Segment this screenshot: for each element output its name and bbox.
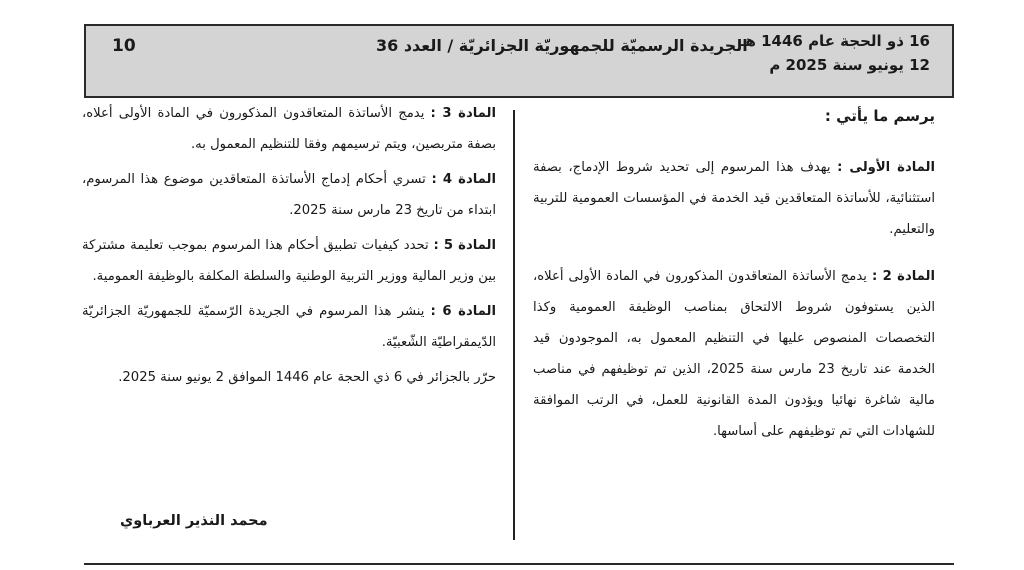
article-6-text: ينشر هذا المرسوم في الجريدة الرّسميّة للجمهوريّة الجزائريّة الدّيمقراطيّة الشّعبيّة. [82,304,496,350]
article-4 [82,164,496,226]
article-5-label: المادة 5 : [433,238,496,253]
signing-statement: حرّر بالجزائر في 6 ذي الحجة عام 1446 الموافق 2 يونيو سنة 2025. [118,370,496,385]
page-header [84,24,954,98]
left-column [82,98,496,397]
page-number: 10 [112,36,136,56]
article-6 [82,296,496,358]
article-1 [533,152,935,245]
article-2-text: يدمج الأساتذة المتعاقدون المذكورون في المادة الأولى أعلاه، الذين يستوفون شروط الالتحاق بمناصب الوظيفة العمومية وكذا التخصصات المنصوص عليها في التنظيم المعمول به، الموجودون قيد الخدمة عند تاريخ 23 مارس سنة 2025، الذين تم توظيفهم في مناصب مالية شاغرة نهائيا ويؤدون المدة القانونية للعمل، في الرتب الموافقة للشهادات التي تم توظيفهم على أساسها. [533,269,935,439]
article-1-label: المادة الأولى : [837,160,935,175]
gazette-title: الجريدة الرسميّة للجمهوريّة الجزائريّة / العدد 36 [376,36,748,55]
signatory-name: محمد النذير العرباوي [120,513,268,529]
article-4-label: المادة 4 : [431,172,496,187]
column-divider [513,110,515,540]
article-2 [533,261,935,447]
article-5 [82,230,496,292]
article-3 [82,98,496,160]
article-6-label: المادة 6 : [430,304,496,319]
bottom-rule [84,563,954,565]
decree-intro: يرسم ما يأتي : [824,107,935,125]
article-3-label: المادة 3 : [430,106,496,121]
article-5-text: تحدد كيفيات تطبيق أحكام هذا المرسوم بموجب تعليمة مشتركة بين وزير المالية ووزير التربية الوطنية والسلطة المكلفة بالوظيفة العمومية. [82,238,496,284]
article-3-text: يدمج الأساتذة المتعاقدون المذكورون في المادة الأولى أعلاه، بصفة متربصين، ويتم ترسيمهم وفقا للتنظيم المعمول به. [82,106,496,152]
gregorian-date: 12 يونيو سنة 2025 م [769,56,930,74]
article-4-text: تسري أحكام إدماج الأساتذة المتعاقدين موضوع هذا المرسوم، ابتداء من تاريخ 23 مارس سنة 2025. [82,172,496,218]
article-1-text: يهدف هذا المرسوم إلى تحديد شروط الإدماج، بصفة استثنائية، للأساتذة المتعاقدين قيد الخدمة في المؤسسات العمومية للتربية والتعليم. [533,160,935,237]
article-2-label: المادة 2 : [871,269,935,284]
right-column [533,100,935,451]
hijri-date: 16 ذو الحجة عام 1446 هـ [740,32,930,50]
